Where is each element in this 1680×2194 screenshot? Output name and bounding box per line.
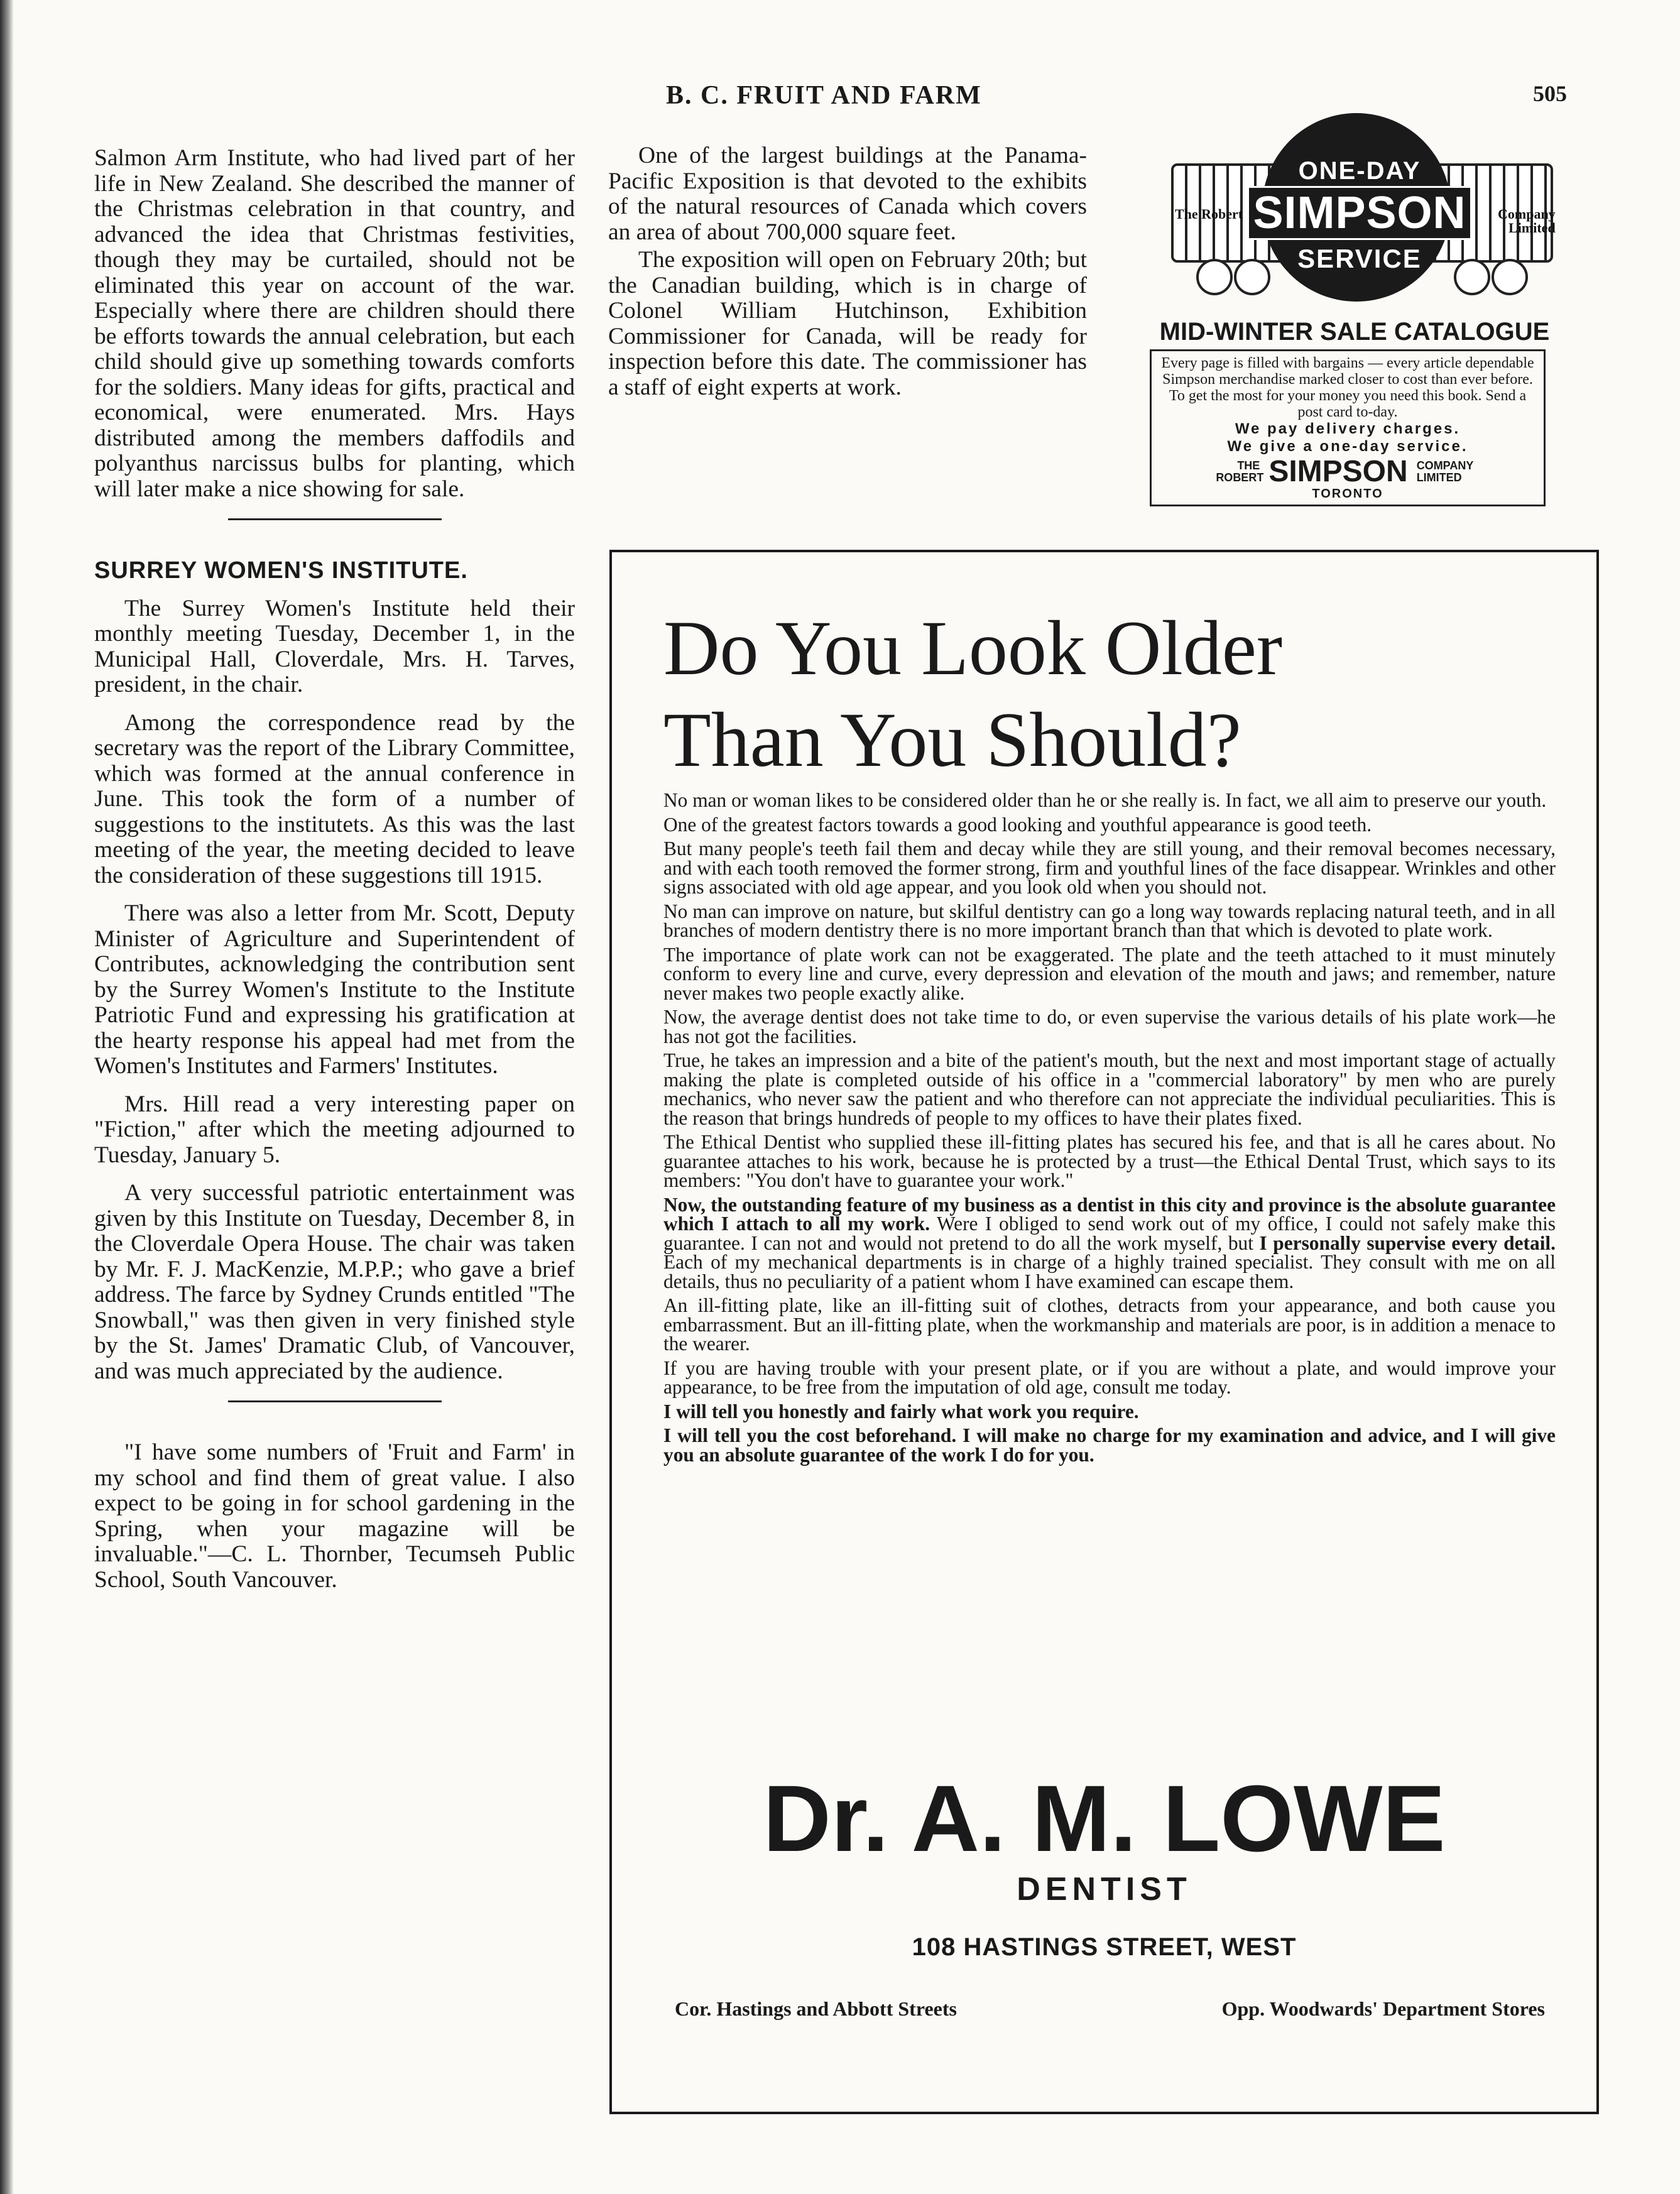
- guarantee-bold: Now, the outstanding feature of my business as a dentist in this city and province is the absolute guarantee which I attach to all my work.: [663, 1193, 1556, 1235]
- simpson-body-box: [1150, 349, 1546, 506]
- lowe-paragraph: True, he takes an impression and a bite of the patient's mouth, but the next and most important stage of actually making the plate is completed outside of his office in a "commercial laboratory" by men who are purely mechanics, who never saw the patient and who therefore can not appreciate the individual peculiarities. This is the reason that brings hundreds of people to my offices to have their plates fixed.: [663, 1049, 1556, 1129]
- lowe-paragraph: No man can improve on nature, but skilful dentistry can go a long way towards replacing natural teeth, and in all branches of modern dentistry there is no more important branch than that which is devoted to plate work.: [663, 900, 1556, 941]
- simpson-service-line: We give a one-day service.: [1227, 438, 1468, 455]
- column-middle: [608, 143, 1087, 403]
- paragraph-surrey-meeting: The Surrey Women's Institute held their monthly meeting Tuesday, December 1, in the Municipal Hall, Cloverdale, Mrs. H. Tarves, president, in the chair.: [94, 595, 575, 697]
- page-number: 505: [1533, 81, 1567, 106]
- headline-line-2: Than You Should?: [663, 697, 1241, 783]
- lowe-headline: [663, 603, 1556, 786]
- supervise-bold: I personally supervise every detail.: [1259, 1231, 1556, 1254]
- lowe-paragraph-cost: I will tell you the cost beforehand. I will make no charge for my examination and advice, and I will give you an absolute guarantee of the work I do for you.: [663, 1424, 1556, 1466]
- dentist-name: Dr. A. M. LOWE: [763, 1766, 1446, 1871]
- simpson-badge: [1171, 113, 1556, 320]
- simpson-delivery-line: We pay delivery charges.: [1235, 420, 1461, 437]
- running-head: B. C. FRUIT AND FARM: [666, 81, 982, 110]
- guarantee-end: Each of my mechanical departments is in charge of a highly trained specialist. They consult with me on all details, thus no peculiarity of a patient whom I have examined can escape them.: [663, 1251, 1556, 1292]
- paragraph-entertainment: A very successful patriotic entertainment was given by this Institute on Tuesday, December 8, in the Cloverdale Opera House. The chair was taken by Mr. F. J. MacKenzie, M.P.P.; who gave a brief address. The farce by Sydney Crunds entitled "The Snowball," was then given in very finished style by the St. James' Dramatic Club, of Vancouver, and was much appreciated by the audience.: [94, 1180, 575, 1384]
- paragraph-fiction: Mrs. Hill read a very interesting paper on "Fiction," after which the meeting adjourned to Tuesday, January 5.: [94, 1091, 575, 1168]
- lowe-paragraph-guarantee: [663, 1193, 1556, 1292]
- simpson-body-text: Every page is filled with bargains — every article dependable Simpson merchandise marked closer to cost than ever before. To get the most for your money you need this book. Send a post card to-day.: [1161, 355, 1534, 420]
- simpson-footer-name: SIMPSON: [1268, 455, 1408, 488]
- lowe-paragraph: But many people's teeth fail them and decay while they are still young, and their removal becomes necessary, and with each tooth removed the former strong, firm and youthful lines of the face disappear. Wrinkles and other signs associated with old age appear, and you look old when you should not.: [663, 838, 1556, 898]
- guarantee-mid: Were I obliged to send work out of my office, I could not safely make this guarantee. I can not and would not pretend to do all the work myself, but: [663, 1213, 1556, 1254]
- simpson-advertisement: [1147, 107, 1562, 521]
- paragraph-correspondence: Among the correspondence read by the secretary was the report of the Library Committee, which was formed at the annual conference in June. This took the form of a number of suggestions to the institutets. As this was the last meeting of the year, the meeting decided to leave the consideration of these suggestions till 1915.: [94, 709, 575, 888]
- page-edge-shadow: [0, 0, 14, 2194]
- lowe-paragraph: One of the greatest factors towards a good looking and youthful appearance is good teeth.: [663, 813, 1372, 836]
- lowe-paragraph: If you are having trouble with your present plate, or if you are without a plate, and would improve your appearance, to be free from the imputation of old age, consult me today.: [663, 1356, 1556, 1398]
- section-divider: [228, 1400, 442, 1402]
- headline-line-1: Do You Look Older: [663, 605, 1283, 691]
- dentist-address: 108 HASTINGS STREET, WEST: [912, 1933, 1297, 1961]
- simpson-footer: [1159, 457, 1536, 487]
- lowe-paragraph: An ill-fitting plate, like an ill-fitting suit of clothes, detracts from your appearance, and both cause you embarrassment. But an ill-fitting plate, when the workmanship and materials are poor, is in addition a menace to the wearer.: [663, 1294, 1556, 1355]
- lowe-paragraph: No man or woman likes to be considered older than he or she really is. In fact, we all aim to preserve our youth.: [663, 789, 1547, 811]
- surrey-heading: SURREY WOMEN'S INSTITUTE.: [94, 557, 468, 584]
- badge-mid-wrap: [1171, 187, 1548, 239]
- lowe-paragraph: The Ethical Dentist who supplied these ill-fitting plates has secured his fee, and that is all he cares about. No guarantee attaches to his work, because he is protected by a trust—the Ethical Dental Trust, which says to its members: "You don't have to guarantee your work.": [663, 1131, 1556, 1191]
- paragraph-letter: There was also a letter from Mr. Scott, Deputy Minister of Agriculture and Superintendent of Contributes, acknowledging the contribution sent by the Surrey Women's Institute to the Institute Patriotic Fund and expressing his gratification at the hearty response his appeal had met from the Women's Institutes and Farmers' Institutes.: [94, 900, 575, 1079]
- badge-top-text: ONE-DAY: [1298, 157, 1421, 185]
- column-left: [94, 146, 575, 1605]
- paragraph-exposition-opening: The exposition will open on February 20th; but the Canadian building, which is in charge of Colonel William Hutchinson, Exhibition Commissioner for Canada, will be ready for inspection before this date. The commissioner has a staff of eight experts at work.: [608, 247, 1087, 400]
- lowe-paragraph: Now, the average dentist does not take time to do, or even supervise the various details of his plate work—he has not got the facilities.: [663, 1006, 1556, 1047]
- lowe-paragraph-honest: I will tell you honestly and fairly what work you require.: [663, 1400, 1139, 1422]
- badge-side-right: Company Limited: [1498, 206, 1556, 236]
- section-divider: [228, 518, 442, 520]
- lowe-paragraph: The importance of plate work can not be exaggerated. The plate and the teeth attached to it must minutely conform to every line and curve, every depression and elevation of the mouth and jaws; and remember, nature never makes two people exactly alike.: [663, 943, 1556, 1004]
- paragraph-salmon-arm: Salmon Arm Institute, who had lived part of her life in New Zealand. She described the manner of the Christmas celebration in that country, and advanced the idea that Christmas festivities, though they may be curtailed, should not be eliminated this year on account of the war. Especially where there are children should there be efforts towards the annual celebration, but each child should give up something towards comforts for the soldiers. Many ideas for gifts, practical and economical, were enumerated. Mrs. Hays distributed among the members daffodils and polyanthus narcissus bulbs for planting, which will later make a nice showing for sale.: [94, 145, 575, 502]
- simpson-the-robert: THE ROBERT: [1216, 459, 1264, 484]
- simpson-city: TORONTO: [1312, 487, 1383, 501]
- paragraph-exposition-building: One of the largest buildings at the Panama-Pacific Exposition is that devoted to the exhibits of the natural resources of Canada which covers an area of about 700,000 square feet.: [608, 143, 1087, 245]
- lowe-advertisement: [609, 550, 1599, 2114]
- paragraph-testimonial: "I have some numbers of 'Fruit and Farm' in my school and find them of great value. I also expect to be going in for school gardening in the Spring, when your magazine will be invaluable."—C. L. Thornber, Tecumseh Public School, South Vancouver.: [94, 1439, 575, 1593]
- badge-side-left: The Robert: [1175, 206, 1243, 222]
- simpson-company-limited: COMPANY LIMITED: [1416, 459, 1474, 484]
- dentist-title: DENTIST: [1017, 1871, 1192, 1907]
- dentist-opposite: Opp. Woodwards' Department Stores: [1221, 1997, 1545, 2020]
- badge-simpson-text: SIMPSON: [1247, 186, 1471, 240]
- badge-bottom-text: SERVICE: [1297, 244, 1422, 273]
- dentist-corner: Cor. Hastings and Abbott Streets: [675, 1997, 957, 2020]
- lowe-body: [663, 791, 1556, 1470]
- simpson-heading: MID-WINTER SALE CATALOGUE: [1159, 318, 1550, 346]
